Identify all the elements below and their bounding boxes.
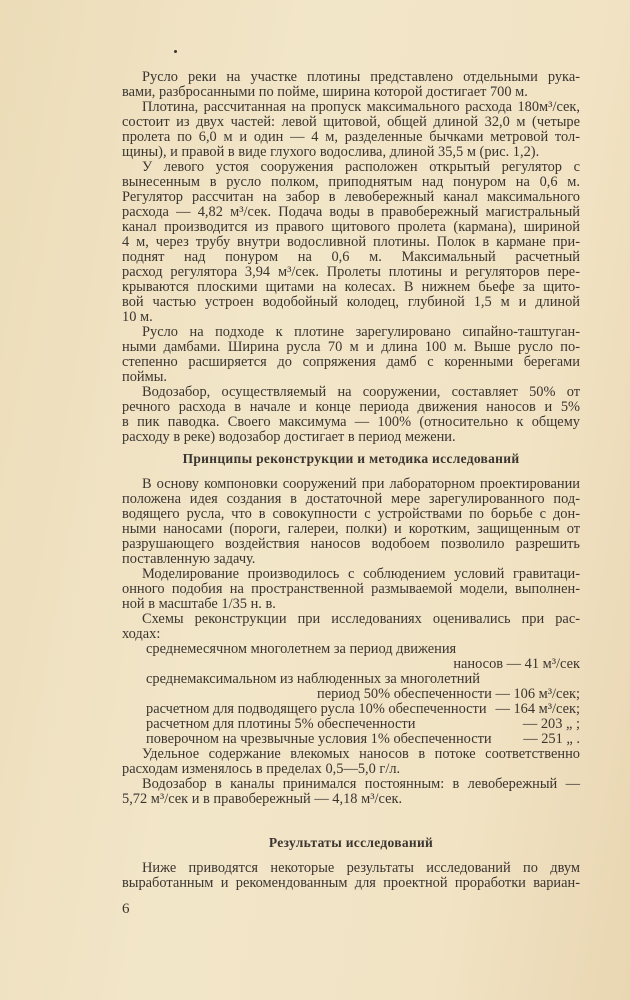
section-results bbox=[122, 861, 580, 891]
list-item bbox=[122, 702, 580, 717]
text-line: Русло на подходе к плотине зарегулировано сипайно-таштуган- bbox=[142, 324, 580, 340]
list-item-label: поверочном на чрезвычные условия 1% обеспеченности bbox=[146, 731, 492, 747]
list-item bbox=[122, 732, 580, 747]
text-line: В основу компоновки сооружений при лабораторном проектировании bbox=[142, 476, 580, 492]
text-line: Плотина, рассчитанная на пропуск максимального расхода 180м³/сек, bbox=[142, 99, 580, 115]
text-line: онного подобия на пространственной размываемой модели, выполнен- bbox=[122, 581, 580, 597]
list-item-value: — 203 „ ; bbox=[522, 716, 580, 732]
text-line: в пик паводка. Своего максимума — 100% (относительно к общему bbox=[122, 414, 580, 430]
text-line: ными дамбами. Ширина русла 70 м и длина 100 м. Выше русло по- bbox=[122, 339, 580, 355]
text-line: расходу в реке) водозабор достигает в период межени. bbox=[122, 429, 456, 445]
text-line: крываются плоскими щитами на колесах. В нижнем бьефе за щито- bbox=[122, 279, 580, 295]
text-line: поднят над понуром на 0,6 м. Максимальный расчетный bbox=[122, 249, 580, 265]
list-item-label: расчетном для подводящего русла 10% обеспеченности bbox=[146, 701, 487, 717]
text-line: 5,72 м³/сек и в правобережный — 4,18 м³/сек. bbox=[122, 791, 403, 807]
page-number: 6 bbox=[122, 901, 130, 917]
list-item-value: — 251 „ . bbox=[523, 731, 580, 747]
text-line: ной в масштабе 1/35 н. в. bbox=[122, 596, 276, 612]
text-line: выработанным и рекомендованным для проектной проработки вариан- bbox=[122, 875, 580, 891]
text-line: пролета по 6,0 м и один — 4 м, разделенные бычками метровой тол- bbox=[122, 129, 580, 145]
list-item bbox=[122, 717, 580, 732]
list-item-label: расчетном для плотины 5% обеспеченности bbox=[146, 716, 416, 732]
text-line: щины), и правой в виде глухого водослива, длиной 35,5 м (рис. 1,2). bbox=[122, 144, 540, 160]
text-line: 4 м, через трубу внутри водосливной плотины. Полок в кармане при- bbox=[122, 234, 580, 250]
text-line: вынесенным в русло полком, приподнятым над понуром на 0,6 м. bbox=[122, 174, 580, 190]
text-line: Удельное содержание влекомых наносов в потоке соответственно bbox=[142, 746, 580, 762]
text-line: Моделирование производилось с соблюдением условий гравитаци- bbox=[142, 566, 580, 582]
text-line: расходам изменялось в пределах 0,5—5,0 г/л. bbox=[122, 761, 401, 777]
text-line: ными наносами (пороги, галереи, полки) и коротким, защищенным от bbox=[122, 521, 580, 537]
text-line: среднемаксимальном из наблюденных за многолетний bbox=[146, 671, 480, 687]
text-line: состоит из двух частей: левой щитовой, общей длиной 32,0 м (четыре bbox=[122, 114, 580, 130]
text-line: разрушающего воздействия наносов водобоем позволило разрешить bbox=[122, 536, 580, 552]
text-line: Русло реки на участке плотины представлено отдельными рука- bbox=[142, 69, 580, 85]
heading-principles: Принципы реконструкции и методика исследований bbox=[182, 451, 520, 466]
text-line: Регулятор рассчитан на забор в левобережный канал максимального bbox=[122, 189, 580, 205]
text-line: степенно расширяется до сопряжения дамб с коренными берегами bbox=[122, 354, 580, 370]
heading-results: Результаты исследований bbox=[268, 835, 434, 850]
text-line: поймы. bbox=[122, 369, 167, 385]
text-line: положена идея создания в достаточной мере зарегулированного под- bbox=[122, 491, 580, 507]
section-principles bbox=[122, 477, 580, 807]
text-line: расхода — 4,82 м³/сек. Подача воды в правобережный магистральный bbox=[122, 204, 580, 220]
text-line: Водозабор в каналы принимался постоянным: в левобережный — bbox=[142, 776, 580, 792]
text-line: ходах: bbox=[122, 626, 161, 642]
text-line: Ниже приводятся некоторые результаты исследований по двум bbox=[142, 860, 580, 876]
text-line: канал производится из правого щитового пролета (кармана), шириной bbox=[122, 219, 580, 235]
text-line: расход регулятора 3,94 м³/сек. Пролеты плотины и регуляторов пере- bbox=[122, 264, 580, 280]
text-line: У левого устоя сооружения расположен открытый регулятор с bbox=[142, 159, 580, 175]
text-line: вой частью устроен водобойный колодец, глубиной 1,5 м и длиной bbox=[122, 294, 580, 310]
print-speck bbox=[174, 50, 177, 53]
list-item-value: — 164 м³/сек; bbox=[495, 701, 580, 717]
text-line: среднемесячном многолетнем за период движения bbox=[146, 641, 457, 657]
text-line: речного расхода в начале и конце периода движения наносов и 5% bbox=[122, 399, 580, 415]
text-line: Водозабор, осуществляемый на сооружении, составляет 50% от bbox=[142, 384, 580, 400]
section-river-description bbox=[122, 70, 580, 445]
text-line: наносов — 41 м³/сек bbox=[453, 656, 580, 672]
text-line: период 50% обеспеченности — 106 м³/сек; bbox=[317, 686, 580, 702]
text-line: поставленную задачу. bbox=[122, 551, 256, 567]
text-line: 10 м. bbox=[122, 309, 153, 325]
text-line: Схемы реконструкции при исследованиях оценивались при рас- bbox=[142, 611, 580, 627]
text-line: водящего русла, что в совокупности с устройствами по борьбе с дон- bbox=[122, 506, 580, 522]
text-line: вами, разбросанными по пойме, ширина которой достигает 700 м. bbox=[122, 84, 528, 100]
